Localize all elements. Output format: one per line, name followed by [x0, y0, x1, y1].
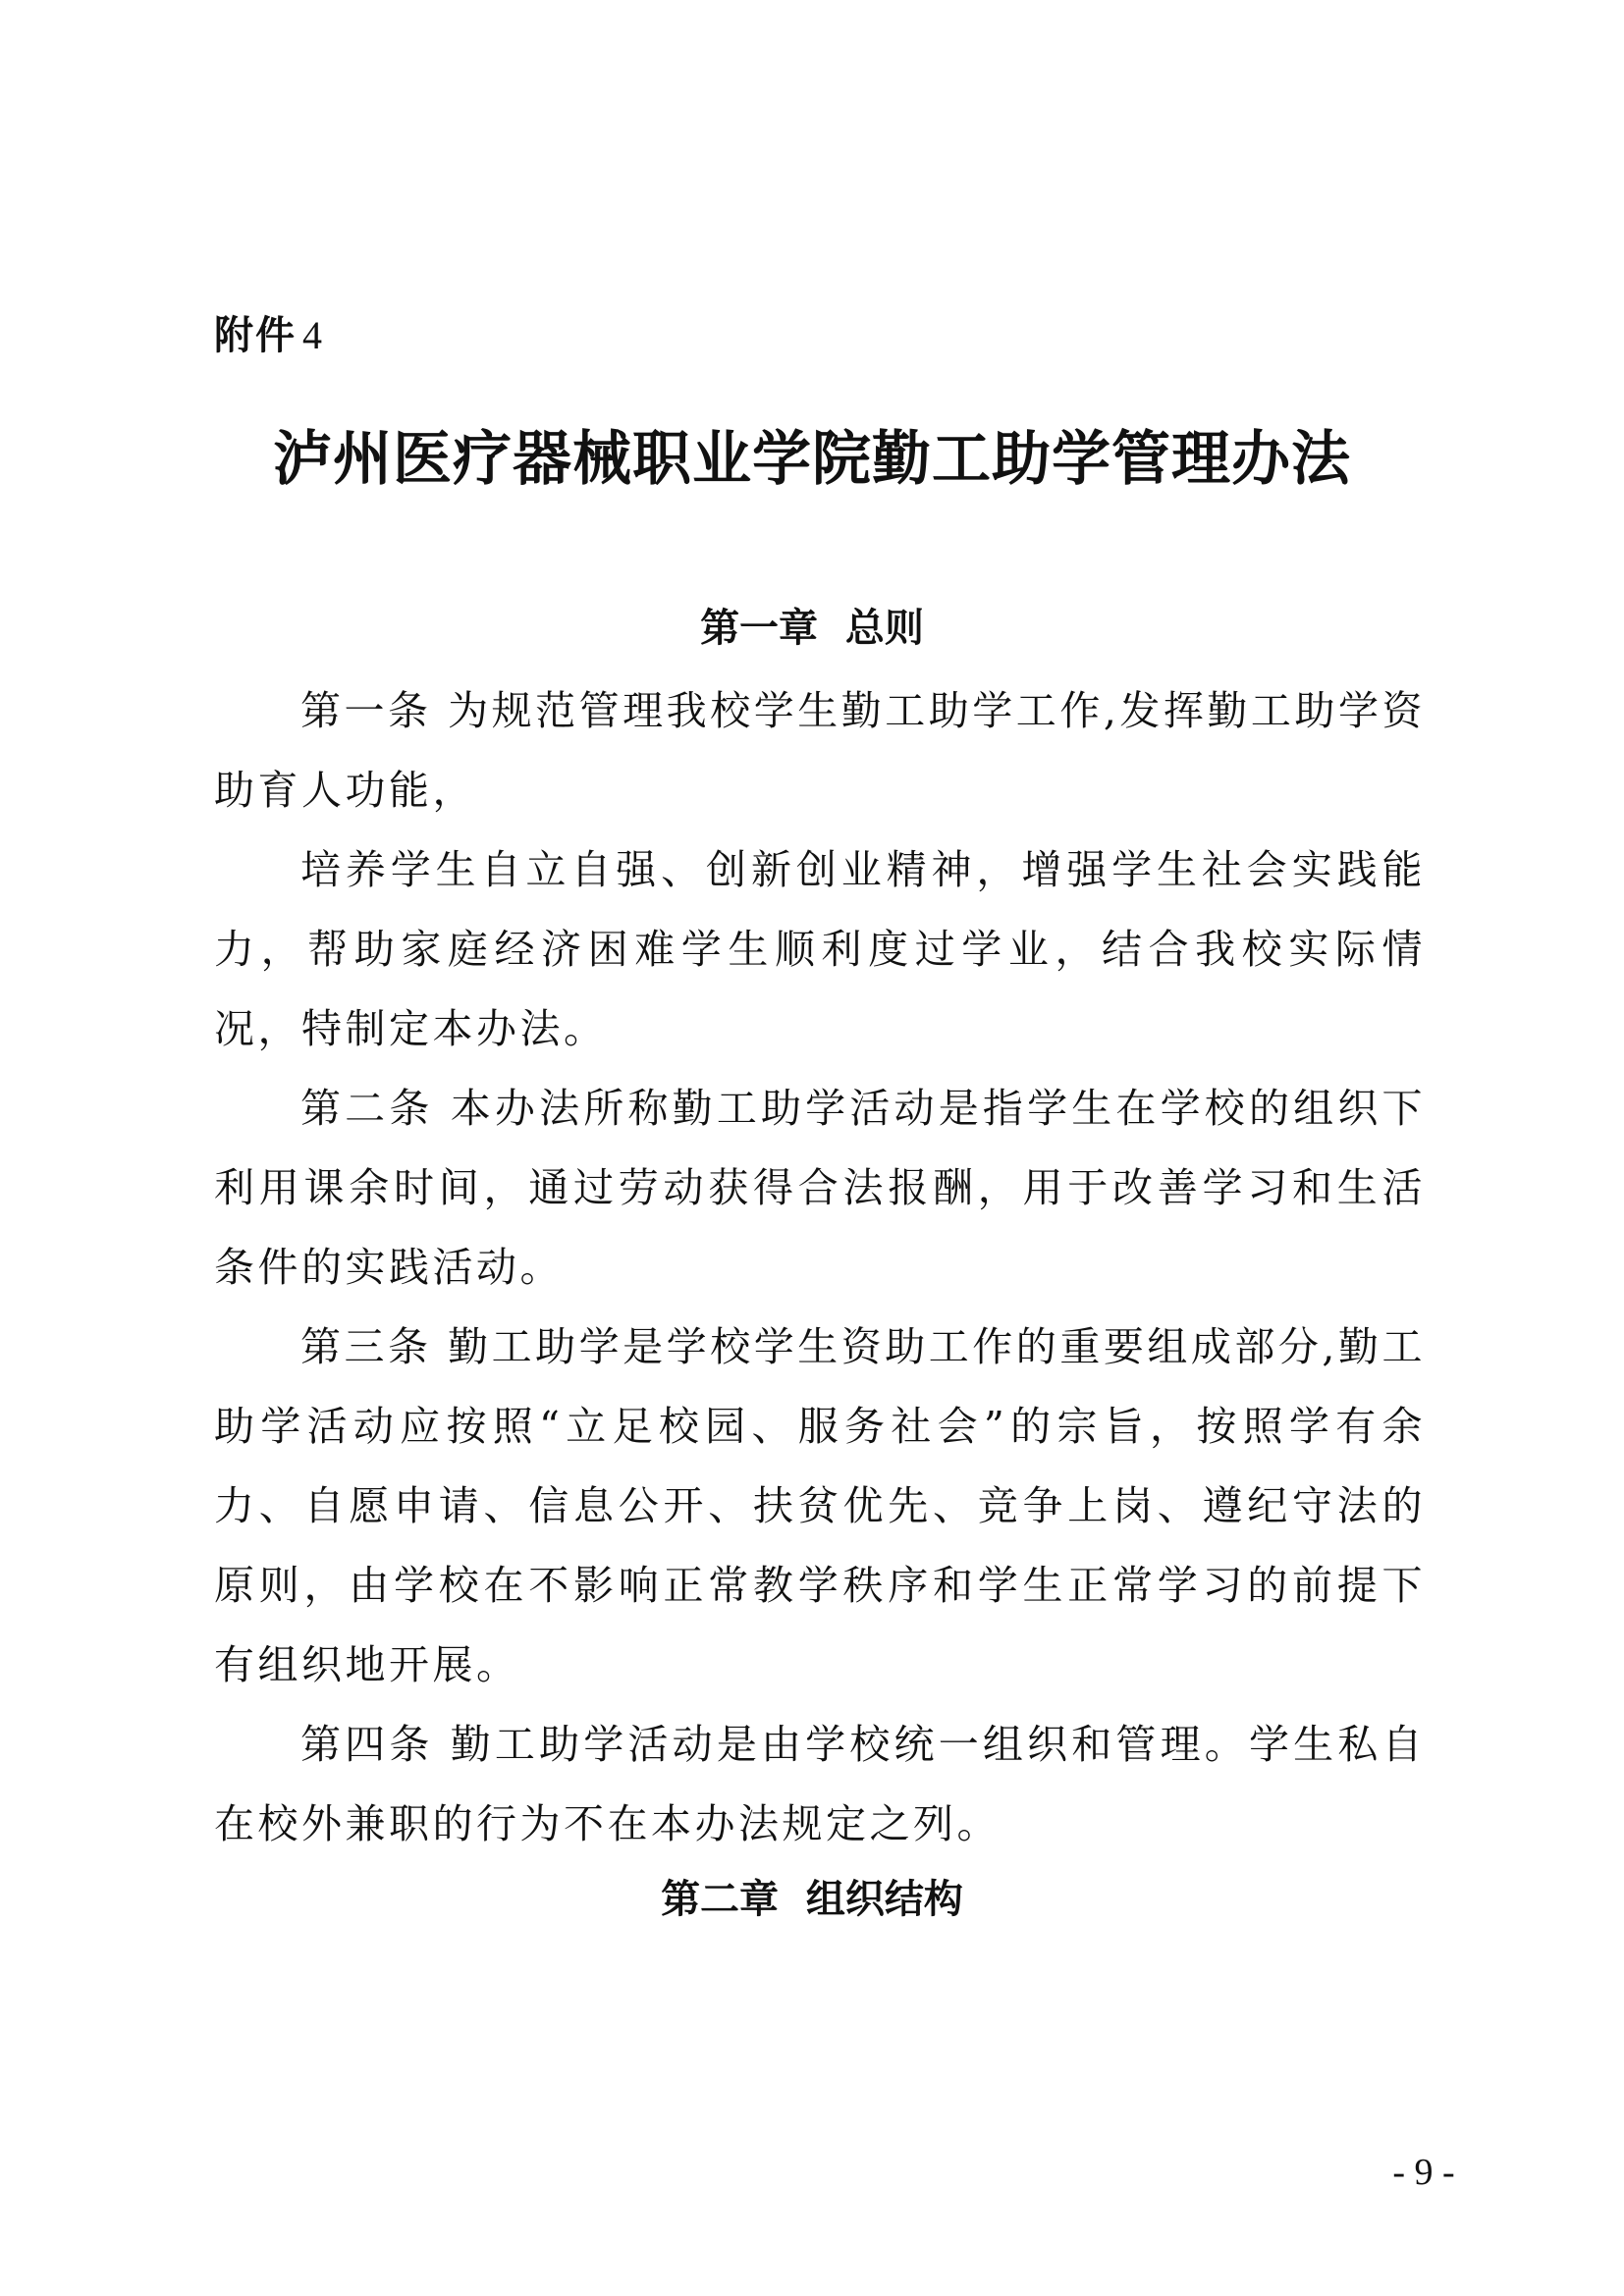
page-number: - 9 -: [1392, 2152, 1455, 2193]
article-1-continued-paragraph: 培养学生自立自强、创新创业精神，增强学生社会实践能力，帮助家庭经济困难学生顺利度过学业，结合我校实际情况，特制定本办法。: [214, 846, 1426, 1052]
article-3-paragraph: 第三条 勤工助学是学校学生资助工作的重要组成部分,勤工助学活动应按照“立足校园、服务社会”的宗旨，按照学有余力、自愿申请、信息公开、扶贫优先、竞争上岗、遵纪守法的原则，由学校在不影响正常教学秩序和学生正常学习的前提下有组织地开展。: [214, 1323, 1426, 1688]
attachment-label: [214, 306, 324, 365]
article-2-paragraph: 第二条 本办法所称勤工助学活动是指学生在学校的组织下利用课余时间，通过劳动获得合法报酬，用于改善学习和生活条件的实践活动。: [214, 1085, 1426, 1291]
attachment-number: 4: [302, 313, 324, 357]
attachment-text: 附件: [214, 313, 297, 358]
chapter-heading-1: 第一章 总则: [700, 606, 924, 651]
article-1-paragraph: 第一条 为规范管理我校学生勤工助学工作,发挥勤工助学资助育人功能，: [214, 687, 1426, 814]
chapter-heading-2: 第二章 组织结构: [661, 1877, 963, 1922]
document-title: 泸州医疗器械职业学院勤工助学管理办法: [273, 425, 1351, 494]
article-4-paragraph: 第四条 勤工助学活动是由学校统一组织和管理。学生私自在校外兼职的行为不在本办法规定之列。: [214, 1721, 1426, 1847]
chapter-1-body: [214, 671, 1426, 1864]
